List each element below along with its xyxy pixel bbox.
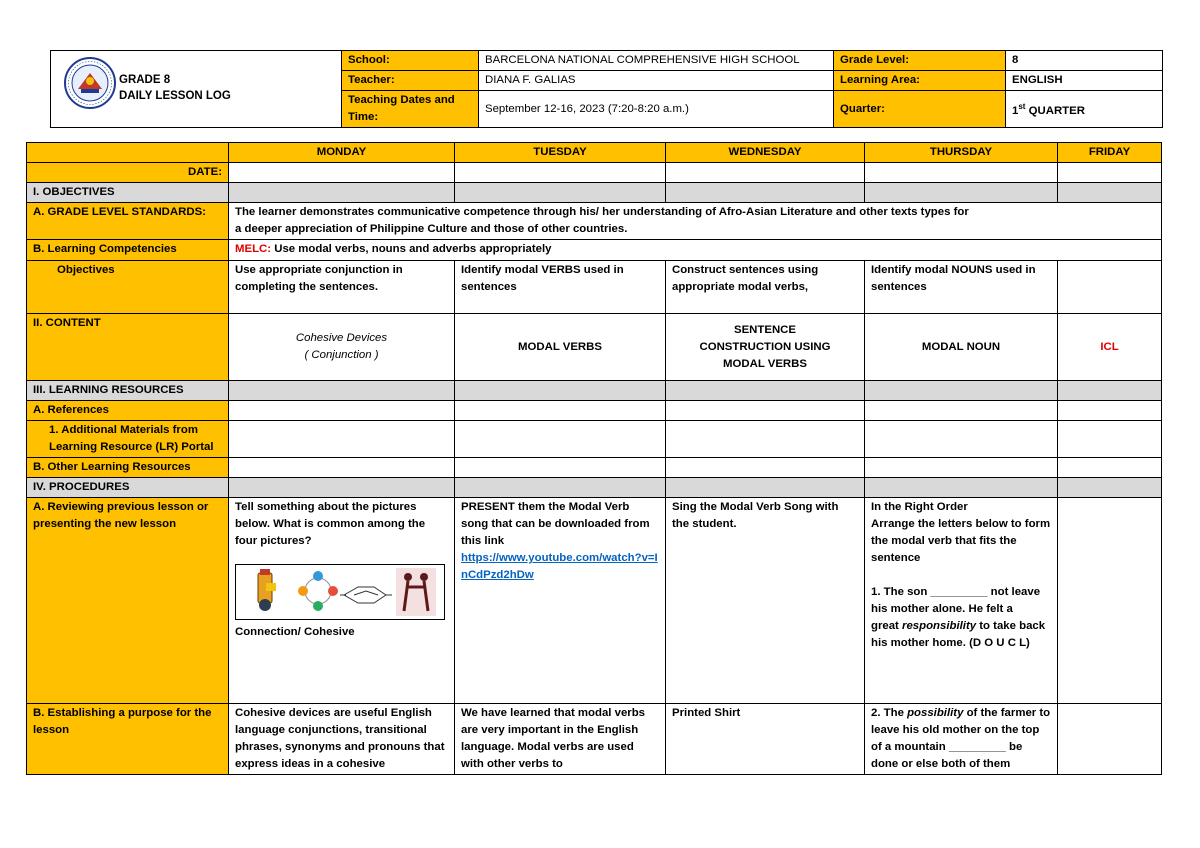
day-tuesday: TUESDAY bbox=[455, 143, 666, 163]
section-fill bbox=[865, 183, 1058, 203]
section-fill bbox=[865, 381, 1058, 401]
reviewing-label: A. Reviewing previous lesson or presenting the new lesson bbox=[27, 498, 229, 704]
reviewing-wednesday: Sing the Modal Verb Song with the student. bbox=[666, 498, 865, 704]
objective-wednesday: Construct sentences using appropriate modal verbs, bbox=[666, 261, 865, 314]
date-cell bbox=[666, 163, 865, 183]
school-value: BARCELONA NATIONAL COMPREHENSIVE HIGH SCHOOL bbox=[479, 51, 834, 71]
section-fill bbox=[865, 478, 1058, 498]
teacher-label: Teacher: bbox=[342, 71, 479, 91]
section-fill bbox=[666, 183, 865, 203]
objective-monday: Use appropriate conjunction in completing the sentences. bbox=[229, 261, 455, 314]
content-monday-line1: Cohesive Devices bbox=[295, 332, 388, 344]
section-fill bbox=[1058, 381, 1162, 401]
section-fill bbox=[455, 183, 666, 203]
medicine-bottle-picture bbox=[258, 569, 276, 611]
day-wednesday: WEDNESDAY bbox=[666, 143, 865, 163]
quarter-value: 1st QUARTER bbox=[1006, 91, 1163, 128]
date-cell bbox=[1058, 163, 1162, 183]
gls-text: The learner demonstrates communicative competence through his/ her understanding of Afro-Asian Literature and other texts types for a deeper appreciation of Philippine Culture and those of other countries. bbox=[229, 203, 1162, 240]
four-pictures-image bbox=[235, 564, 445, 620]
date-row bbox=[27, 163, 1162, 183]
section-fill bbox=[229, 183, 455, 203]
grade-level-value: 8 bbox=[1006, 51, 1163, 71]
empty-cell bbox=[1058, 401, 1162, 421]
date-cell bbox=[455, 163, 666, 183]
resources-section-label: III. LEARNING RESOURCES bbox=[27, 381, 229, 401]
gls-row bbox=[27, 203, 1162, 240]
date-cell bbox=[229, 163, 455, 183]
dates-value: September 12-16, 2023 (7:20-8:20 a.m.) bbox=[479, 91, 834, 128]
objectives-section-row bbox=[27, 183, 1162, 203]
section-fill bbox=[455, 478, 666, 498]
references-row bbox=[27, 401, 1162, 421]
modal-verb-song-link[interactable]: https://www.youtube.com/watch?v=InCdPzd2hDw bbox=[461, 552, 658, 581]
reviewing-row bbox=[27, 498, 1162, 704]
purpose-row bbox=[27, 704, 1162, 775]
empty-cell bbox=[865, 421, 1058, 458]
empty-cell bbox=[229, 458, 455, 478]
header-logo-cell bbox=[51, 51, 342, 128]
reviewing-thursday-item: 1. The son _________ not leave his mother alone. He felt a bbox=[871, 586, 1041, 615]
content-thursday: MODAL NOUN bbox=[865, 314, 1058, 381]
people-circle-picture bbox=[298, 571, 338, 611]
section-fill bbox=[1058, 478, 1162, 498]
empty-cell bbox=[666, 458, 865, 478]
resources-section-row bbox=[27, 381, 1162, 401]
procedures-section-row bbox=[27, 478, 1162, 498]
learning-area-value: ENGLISH bbox=[1006, 71, 1163, 91]
empty-cell bbox=[229, 421, 455, 458]
grade-label: GRADE 8 bbox=[119, 74, 171, 86]
reviewing-friday bbox=[1058, 498, 1162, 704]
reviewing-monday bbox=[229, 498, 455, 704]
empty-cell bbox=[455, 401, 666, 421]
purpose-tuesday: We have learned that modal verbs are very important in the English language. Modal verbs are used with other verbs to bbox=[455, 704, 666, 775]
procedures-section-label: IV. PROCEDURES bbox=[27, 478, 229, 498]
teacher-value: DIANA F. GALIAS bbox=[479, 71, 834, 91]
competency-value: Use modal verbs, nouns and adverbs appropriately bbox=[271, 243, 552, 255]
empty-cell bbox=[455, 458, 666, 478]
corner-cell bbox=[27, 143, 229, 163]
handshake-picture bbox=[340, 587, 392, 603]
reviewing-thursday-instruction: Arrange the letters below to form the modal verb that fits the sentence bbox=[871, 518, 1051, 564]
reviewing-monday-text: Tell something about the pictures below. What is common among the four pictures? bbox=[235, 501, 426, 547]
days-header-row bbox=[27, 143, 1162, 163]
content-monday bbox=[229, 314, 455, 381]
objectives-row bbox=[27, 261, 1162, 314]
reviewing-thursday-title: In the Right Order bbox=[871, 501, 968, 513]
empty-cell bbox=[666, 421, 865, 458]
objectives-label: Objectives bbox=[27, 261, 229, 314]
content-friday: ICL bbox=[1058, 314, 1162, 381]
content-tuesday: MODAL VERBS bbox=[455, 314, 666, 381]
gls-label: A. GRADE LEVEL STANDARDS: bbox=[27, 203, 229, 240]
objective-tuesday: Identify modal VERBS used in sentences bbox=[455, 261, 666, 314]
empty-cell bbox=[1058, 421, 1162, 458]
pictures-caption: Connection/ Cohesive bbox=[235, 626, 355, 638]
reviewing-tuesday bbox=[455, 498, 666, 704]
spacer bbox=[871, 567, 1051, 584]
lr-portal-label: 1. Additional Materials from Learning Resource (LR) Portal bbox=[27, 421, 229, 458]
school-label: School: bbox=[342, 51, 479, 71]
grade-level-label: Grade Level: bbox=[834, 51, 1006, 71]
melc-tag: MELC: bbox=[235, 243, 272, 255]
reviewing-thursday-item-continued: great responsibility to take back his mother home. (D O U C L) bbox=[871, 620, 1046, 649]
objective-friday bbox=[1058, 261, 1162, 314]
section-fill bbox=[229, 381, 455, 401]
section-fill bbox=[229, 478, 455, 498]
other-resources-row bbox=[27, 458, 1162, 478]
date-cell bbox=[865, 163, 1058, 183]
header-table bbox=[50, 50, 1163, 128]
lesson-log-table bbox=[26, 142, 1162, 775]
reviewing-tuesday-text: PRESENT them the Modal Verb song that can be downloaded from this link bbox=[461, 501, 650, 547]
day-friday: FRIDAY bbox=[1058, 143, 1162, 163]
purpose-friday bbox=[1058, 704, 1162, 775]
empty-cell bbox=[455, 421, 666, 458]
dates-label: Teaching Dates and Time: bbox=[342, 91, 479, 128]
purpose-wednesday: Printed Shirt bbox=[666, 704, 865, 775]
empty-cell bbox=[1058, 458, 1162, 478]
empty-cell bbox=[666, 401, 865, 421]
content-label: II. CONTENT bbox=[27, 314, 229, 381]
purpose-monday: Cohesive devices are useful English language conjunctions, transitional phrases, synonyms and pronouns that express ideas in a cohesive bbox=[229, 704, 455, 775]
other-resources-label: B. Other Learning Resources bbox=[27, 458, 229, 478]
day-monday: MONDAY bbox=[229, 143, 455, 163]
reviewing-thursday bbox=[865, 498, 1058, 704]
competencies-label: B. Learning Competencies bbox=[27, 240, 229, 261]
section-fill bbox=[666, 381, 865, 401]
content-wednesday: SENTENCE CONSTRUCTION USING MODAL VERBS bbox=[666, 314, 865, 381]
lr-portal-row bbox=[27, 421, 1162, 458]
section-fill bbox=[455, 381, 666, 401]
purpose-thursday: 2. The possibility of the farmer to leave his old mother on the top of a mountain _________ be done or else both of them bbox=[865, 704, 1058, 775]
references-label: A. References bbox=[27, 401, 229, 421]
empty-cell bbox=[229, 401, 455, 421]
content-row bbox=[27, 314, 1162, 381]
pictures-svg bbox=[236, 565, 444, 619]
couple-picture bbox=[396, 568, 436, 616]
section-fill bbox=[1058, 183, 1162, 203]
objectives-section-label: I. OBJECTIVES bbox=[27, 183, 229, 203]
objective-thursday: Identify modal NOUNS used in sentences bbox=[865, 261, 1058, 314]
empty-cell bbox=[865, 458, 1058, 478]
learning-area-label: Learning Area: bbox=[834, 71, 1006, 91]
section-fill bbox=[666, 478, 865, 498]
competencies-row bbox=[27, 240, 1162, 261]
day-thursday: THURSDAY bbox=[865, 143, 1058, 163]
date-label: DATE: bbox=[27, 163, 229, 183]
quarter-label: Quarter: bbox=[834, 91, 1006, 128]
log-title: DAILY LESSON LOG bbox=[119, 90, 231, 102]
purpose-label: B. Establishing a purpose for the lesson bbox=[27, 704, 229, 775]
content-monday-line2: ( Conjunction ) bbox=[304, 349, 379, 361]
empty-cell bbox=[865, 401, 1058, 421]
competencies-text bbox=[229, 240, 1162, 261]
